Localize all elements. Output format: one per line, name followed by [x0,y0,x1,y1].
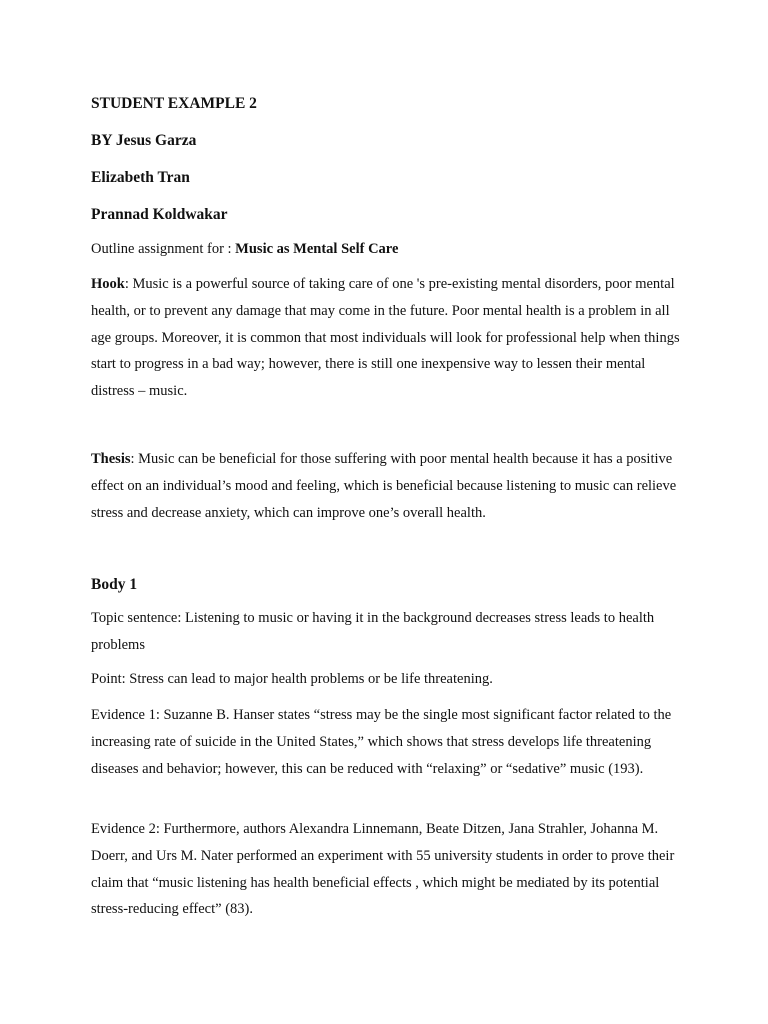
hook-paragraph [91,271,691,405]
point-paragraph: Point: Stress can lead to major health problems or be life threatening. [91,671,493,687]
hook-label: Hook [91,276,125,292]
outline-prefix: Outline assignment for : [91,241,236,257]
document-title: STUDENT EXAMPLE 2 [91,95,257,112]
author-line-3: Prannad Koldwakar [91,206,228,223]
thesis-paragraph [91,446,691,526]
evidence-1-paragraph: Evidence 1: Suzanne B. Hanser states “stress may be the single most significant factor related to the increasing rate of suicide in the United States,” which shows that stress develops life threatening diseases and behavior; however, this can be reduced with “relaxing” or “sedative” music (193). [91,707,672,777]
hook-text: : Music is a powerful source of taking care of one 's pre-existing mental disorders, poor mental health, or to prevent any damage that may come in the future. Poor mental health is a problem in all age groups. Moreover, it is common that most individuals will look for professional help when things start to progress in a bad way; however, there is still one inexpensive way to lessen their mental distress – music. [91,276,680,400]
thesis-text: : Music can be beneficial for those suffering with poor mental health because it has a positive effect on an individual’s mood and feeling, which is beneficial because listening to music can relieve stress and decrease anxiety, which can improve one’s overall health. [91,451,677,521]
outline-line [91,236,691,263]
author-line-1: BY Jesus Garza [91,132,197,149]
author-line-2: Elizabeth Tran [91,169,190,186]
body1-heading: Body 1 [91,576,138,593]
evidence-2-paragraph: Evidence 2: Furthermore, authors Alexandra Linnemann, Beate Ditzen, Jana Strahler, Johanna M. Doerr, and Urs M. Nater performed an experiment with 55 university students in order to prove their claim that “music listening has health beneficial effects , which might be mediated by its potential stress-reducing effect” (83). [91,821,675,918]
outline-topic: Music as Mental Self Care [235,241,399,257]
topic-sentence: Topic sentence: Listening to music or having it in the background decreases stress leads to health problems [91,610,655,653]
thesis-label: Thesis [91,451,131,467]
